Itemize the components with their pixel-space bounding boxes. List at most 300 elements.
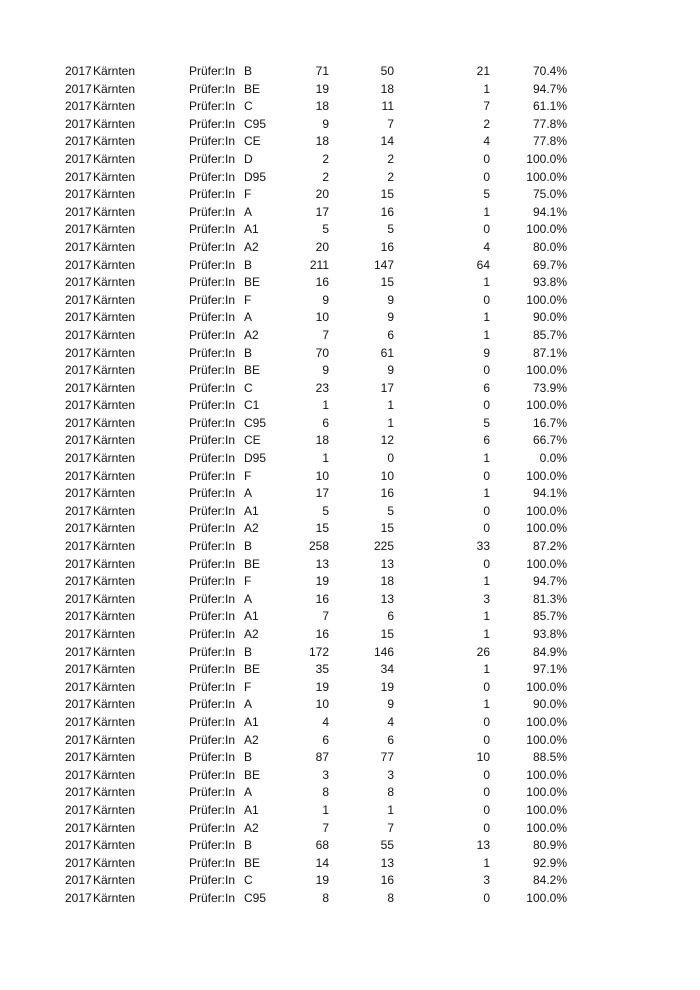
year-cell: 2017: [65, 275, 92, 290]
passed-cell: 225: [373, 539, 394, 554]
passed-cell: 15: [380, 275, 394, 290]
total-cell: 10: [315, 310, 329, 325]
failed-cell: 21: [476, 64, 490, 78]
region-cell: Kärnten: [93, 890, 136, 905]
pass-rate-cell: 87.2%: [532, 539, 567, 554]
region-cell: Kärnten: [93, 855, 136, 870]
role-cell: Prüfer:In: [189, 732, 236, 747]
category-cell: A1: [244, 714, 259, 729]
year-cell: 2017: [65, 222, 92, 237]
region-cell: Kärnten: [93, 187, 136, 202]
category-cell: A: [244, 486, 253, 501]
region-cell: Kärnten: [93, 873, 136, 888]
region-cell: Kärnten: [93, 134, 136, 149]
region-cell: Kärnten: [93, 222, 136, 237]
table-row: [0, 679, 700, 697]
year-cell: 2017: [65, 644, 92, 659]
failed-cell: 0: [483, 363, 490, 378]
role-cell: Prüfer:In: [189, 838, 236, 853]
table-row: [0, 468, 700, 486]
region-cell: Kärnten: [93, 644, 136, 659]
passed-cell: 34: [380, 662, 394, 677]
table-row: [0, 820, 700, 838]
region-cell: Kärnten: [93, 609, 136, 624]
category-cell: A2: [244, 627, 259, 641]
category-cell: BE: [244, 662, 261, 677]
category-cell: C: [244, 380, 253, 395]
passed-cell: 50: [380, 64, 394, 78]
category-cell: B: [244, 345, 253, 360]
table-row: [0, 784, 700, 802]
failed-cell: 1: [483, 81, 490, 96]
failed-cell: 10: [476, 750, 490, 765]
category-cell: A1: [244, 222, 259, 237]
total-cell: 18: [315, 433, 329, 448]
passed-cell: 18: [380, 81, 394, 96]
role-cell: Prüfer:In: [189, 345, 236, 360]
total-cell: 16: [315, 275, 329, 290]
year-cell: 2017: [65, 838, 92, 853]
total-cell: 8: [322, 890, 329, 905]
table-row: [0, 151, 700, 169]
role-cell: Prüfer:In: [189, 468, 236, 483]
failed-cell: 0: [483, 679, 490, 694]
total-cell: 19: [315, 81, 329, 96]
year-cell: 2017: [65, 785, 92, 800]
total-cell: 211: [309, 257, 329, 272]
pass-rate-cell: 100.0%: [526, 767, 567, 782]
role-cell: Prüfer:In: [189, 609, 236, 624]
total-cell: 17: [315, 204, 329, 219]
category-cell: F: [244, 187, 252, 202]
table-row: [0, 133, 700, 151]
table-row: [0, 239, 700, 257]
total-cell: 17: [315, 486, 329, 501]
role-cell: Prüfer:In: [189, 767, 236, 782]
passed-cell: 6: [387, 609, 394, 624]
table-row: [0, 204, 700, 222]
total-cell: 16: [315, 627, 329, 641]
pass-rate-cell: 85.7%: [532, 327, 567, 342]
year-cell: 2017: [65, 64, 92, 78]
total-cell: 258: [308, 539, 329, 554]
total-cell: 18: [315, 134, 329, 149]
role-cell: Prüfer:In: [189, 380, 236, 395]
passed-cell: 1: [387, 415, 394, 430]
role-cell: Prüfer:In: [189, 64, 236, 78]
category-cell: B: [244, 64, 253, 78]
passed-cell: 6: [387, 732, 394, 747]
role-cell: Prüfer:In: [189, 169, 236, 184]
pass-rate-cell: 100.0%: [526, 820, 567, 835]
table-row: [0, 520, 700, 538]
role-cell: Prüfer:In: [189, 398, 236, 413]
year-cell: 2017: [65, 486, 92, 501]
region-cell: Kärnten: [93, 81, 136, 96]
year-cell: 2017: [65, 363, 92, 378]
failed-cell: 0: [483, 767, 490, 782]
table-row: [0, 362, 700, 380]
category-cell: A: [244, 785, 253, 800]
failed-cell: 2: [483, 116, 490, 131]
passed-cell: 146: [373, 644, 394, 659]
role-cell: Prüfer:In: [189, 820, 236, 835]
table-row: [0, 98, 700, 116]
category-cell: C95: [244, 116, 267, 131]
passed-cell: 11: [381, 99, 394, 114]
total-cell: 6: [322, 415, 329, 430]
passed-cell: 8: [387, 890, 394, 905]
failed-cell: 5: [483, 415, 490, 430]
passed-cell: 10: [380, 468, 394, 483]
failed-cell: 1: [483, 609, 490, 624]
year-cell: 2017: [65, 292, 92, 307]
region-cell: Kärnten: [93, 380, 136, 395]
category-cell: F: [244, 468, 252, 483]
table-row: [0, 397, 700, 415]
passed-cell: 18: [380, 574, 394, 589]
category-cell: F: [244, 292, 252, 307]
category-cell: A: [244, 204, 253, 219]
role-cell: Prüfer:In: [189, 310, 236, 325]
role-cell: Prüfer:In: [189, 802, 236, 817]
failed-cell: 0: [483, 169, 490, 184]
table-row: [0, 81, 700, 99]
role-cell: Prüfer:In: [189, 697, 236, 712]
region-cell: Kärnten: [93, 257, 136, 272]
table-row: [0, 837, 700, 855]
passed-cell: 17: [380, 380, 394, 395]
pass-rate-cell: 93.8%: [532, 627, 567, 641]
role-cell: Prüfer:In: [189, 99, 236, 114]
category-cell: CE: [244, 134, 261, 149]
failed-cell: 6: [483, 433, 490, 448]
year-cell: 2017: [65, 855, 92, 870]
pass-rate-cell: 73.9%: [532, 380, 567, 395]
table-row: [0, 890, 700, 908]
role-cell: Prüfer:In: [189, 134, 236, 149]
passed-cell: 9: [387, 363, 394, 378]
role-cell: Prüfer:In: [189, 556, 236, 571]
year-cell: 2017: [65, 327, 92, 342]
pass-rate-cell: 94.1%: [532, 486, 567, 501]
category-cell: A: [244, 591, 253, 606]
region-cell: Kärnten: [93, 292, 136, 307]
role-cell: Prüfer:In: [189, 257, 236, 272]
category-cell: A1: [244, 503, 259, 518]
year-cell: 2017: [65, 591, 92, 606]
category-cell: B: [244, 644, 253, 659]
role-cell: Prüfer:In: [189, 644, 236, 659]
category-cell: B: [244, 750, 253, 765]
passed-cell: 9: [387, 697, 394, 712]
year-cell: 2017: [65, 539, 92, 554]
total-cell: 5: [322, 222, 329, 237]
category-cell: A2: [244, 732, 259, 747]
year-cell: 2017: [65, 204, 92, 219]
year-cell: 2017: [65, 802, 92, 817]
region-cell: Kärnten: [93, 486, 136, 501]
passed-cell: 3: [387, 767, 394, 782]
region-cell: Kärnten: [93, 802, 136, 817]
region-cell: Kärnten: [93, 64, 136, 78]
total-cell: 4: [322, 714, 329, 729]
year-cell: 2017: [65, 99, 92, 114]
total-cell: 6: [322, 732, 329, 747]
pass-rate-cell: 100.0%: [526, 679, 567, 694]
pass-rate-cell: 61.1%: [532, 99, 567, 114]
passed-cell: 15: [380, 521, 394, 536]
pass-rate-cell: 84.2%: [532, 873, 567, 888]
region-cell: Kärnten: [93, 697, 136, 712]
passed-cell: 12: [380, 433, 394, 448]
passed-cell: 55: [380, 838, 394, 853]
category-cell: B: [244, 539, 253, 554]
pass-rate-cell: 87.1%: [532, 345, 567, 360]
failed-cell: 1: [483, 574, 490, 589]
region-cell: Kärnten: [93, 714, 136, 729]
role-cell: Prüfer:In: [189, 81, 236, 96]
total-cell: 18: [315, 99, 329, 114]
year-cell: 2017: [65, 398, 92, 413]
role-cell: Prüfer:In: [189, 116, 236, 131]
region-cell: Kärnten: [93, 398, 136, 413]
year-cell: 2017: [65, 116, 92, 131]
total-cell: 15: [315, 521, 329, 536]
year-cell: 2017: [65, 627, 92, 641]
role-cell: Prüfer:In: [189, 679, 236, 694]
year-cell: 2017: [65, 239, 92, 254]
pass-rate-cell: 93.8%: [532, 275, 567, 290]
total-cell: 14: [315, 855, 329, 870]
category-cell: BE: [244, 556, 261, 571]
region-cell: Kärnten: [93, 556, 136, 571]
pass-rate-cell: 94.7%: [532, 81, 567, 96]
role-cell: Prüfer:In: [189, 503, 236, 518]
category-cell: C95: [244, 890, 267, 905]
region-cell: Kärnten: [93, 591, 136, 606]
region-cell: Kärnten: [93, 345, 136, 360]
pass-rate-cell: 90.0%: [532, 310, 567, 325]
failed-cell: 5: [483, 187, 490, 202]
region-cell: Kärnten: [93, 838, 136, 853]
failed-cell: 7: [483, 99, 490, 114]
region-cell: Kärnten: [93, 151, 136, 166]
role-cell: Prüfer:In: [189, 292, 236, 307]
failed-cell: 4: [483, 134, 490, 149]
failed-cell: 13: [476, 838, 490, 853]
role-cell: Prüfer:In: [189, 275, 236, 290]
failed-cell: 4: [483, 239, 490, 254]
category-cell: D95: [244, 169, 267, 184]
passed-cell: 14: [380, 134, 394, 149]
pass-rate-cell: 100.0%: [526, 169, 567, 184]
category-cell: C95: [244, 415, 267, 430]
passed-cell: 77: [380, 750, 394, 765]
year-cell: 2017: [65, 662, 92, 677]
pass-rate-cell: 77.8%: [532, 134, 567, 149]
table-row: [0, 485, 700, 503]
total-cell: 9: [322, 292, 329, 307]
region-cell: Kärnten: [93, 275, 136, 290]
passed-cell: 13: [380, 591, 394, 606]
year-cell: 2017: [65, 169, 92, 184]
year-cell: 2017: [65, 609, 92, 624]
total-cell: 9: [322, 363, 329, 378]
passed-cell: 13: [380, 556, 394, 571]
category-cell: F: [244, 574, 252, 589]
table-row: [0, 292, 700, 310]
table-row: [0, 380, 700, 398]
failed-cell: 0: [483, 556, 490, 571]
year-cell: 2017: [65, 521, 92, 536]
pass-rate-cell: 97.1%: [532, 662, 567, 677]
role-cell: Prüfer:In: [189, 239, 236, 254]
total-cell: 1: [322, 398, 329, 413]
year-cell: 2017: [65, 151, 92, 166]
role-cell: Prüfer:In: [189, 714, 236, 729]
region-cell: Kärnten: [93, 327, 136, 342]
failed-cell: 1: [483, 451, 490, 466]
category-cell: BE: [244, 363, 261, 378]
year-cell: 2017: [65, 380, 92, 395]
region-cell: Kärnten: [93, 662, 136, 677]
region-cell: Kärnten: [93, 750, 136, 765]
table-row: [0, 432, 700, 450]
table-row: [0, 767, 700, 785]
failed-cell: 0: [483, 222, 490, 237]
passed-cell: 6: [387, 327, 394, 342]
passed-cell: 0: [387, 451, 394, 466]
passed-cell: 15: [380, 187, 394, 202]
pass-rate-cell: 100.0%: [526, 398, 567, 413]
total-cell: 23: [315, 380, 329, 395]
year-cell: 2017: [65, 679, 92, 694]
region-cell: Kärnten: [93, 415, 136, 430]
pass-rate-cell: 100.0%: [526, 468, 567, 483]
table-row: [0, 855, 700, 873]
category-cell: C: [244, 99, 253, 114]
failed-cell: 3: [483, 591, 490, 606]
table-row: [0, 661, 700, 679]
failed-cell: 1: [483, 486, 490, 501]
year-cell: 2017: [65, 468, 92, 483]
pass-rate-cell: 90.0%: [532, 697, 567, 712]
table-row: [0, 696, 700, 714]
pass-rate-cell: 69.7%: [532, 257, 567, 272]
pass-rate-cell: 100.0%: [526, 151, 567, 166]
region-cell: Kärnten: [93, 627, 136, 641]
category-cell: C1: [244, 398, 260, 413]
region-cell: Kärnten: [93, 503, 136, 518]
failed-cell: 1: [483, 275, 490, 290]
region-cell: Kärnten: [93, 239, 136, 254]
total-cell: 70: [315, 345, 329, 360]
total-cell: 5: [322, 503, 329, 518]
table-row: [0, 749, 700, 767]
pass-rate-cell: 70.4%: [532, 64, 567, 78]
total-cell: 87: [315, 750, 329, 765]
total-cell: 9: [322, 116, 329, 131]
role-cell: Prüfer:In: [189, 204, 236, 219]
region-cell: Kärnten: [93, 785, 136, 800]
role-cell: Prüfer:In: [189, 785, 236, 800]
table-row: [0, 556, 700, 574]
year-cell: 2017: [65, 310, 92, 325]
category-cell: D: [244, 151, 253, 166]
passed-cell: 5: [387, 503, 394, 518]
passed-cell: 7: [387, 116, 394, 131]
region-cell: Kärnten: [93, 468, 136, 483]
region-cell: Kärnten: [93, 204, 136, 219]
table-row: [0, 345, 700, 363]
pass-rate-cell: 100.0%: [526, 292, 567, 307]
category-cell: A1: [244, 802, 259, 817]
table-row: [0, 626, 700, 644]
category-cell: D95: [244, 451, 267, 466]
total-cell: 19: [315, 574, 329, 589]
role-cell: Prüfer:In: [189, 662, 236, 677]
pass-rate-cell: 94.7%: [532, 574, 567, 589]
role-cell: Prüfer:In: [189, 873, 236, 888]
total-cell: 16: [315, 591, 329, 606]
pass-rate-cell: 88.5%: [532, 750, 567, 765]
pass-rate-cell: 94.1%: [532, 204, 567, 219]
table-row: [0, 327, 700, 345]
total-cell: 35: [315, 662, 329, 677]
failed-cell: 1: [483, 204, 490, 219]
passed-cell: 1: [387, 398, 394, 413]
failed-cell: 1: [483, 310, 490, 325]
failed-cell: 64: [476, 257, 490, 272]
category-cell: B: [244, 838, 253, 853]
failed-cell: 0: [483, 521, 490, 536]
table-row: [0, 116, 700, 134]
failed-cell: 1: [483, 327, 490, 342]
category-cell: B: [244, 257, 253, 272]
category-cell: A2: [244, 327, 259, 342]
total-cell: 68: [315, 838, 329, 853]
year-cell: 2017: [65, 697, 92, 712]
data-table: [0, 63, 700, 908]
failed-cell: 6: [483, 380, 490, 395]
category-cell: BE: [244, 275, 261, 290]
category-cell: A2: [244, 521, 259, 536]
table-row: [0, 503, 700, 521]
region-cell: Kärnten: [93, 99, 136, 114]
table-row: [0, 274, 700, 292]
role-cell: Prüfer:In: [189, 591, 236, 606]
total-cell: 7: [322, 820, 329, 835]
year-cell: 2017: [65, 503, 92, 518]
category-cell: BE: [244, 855, 261, 870]
pass-rate-cell: 100.0%: [526, 556, 567, 571]
pass-rate-cell: 77.8%: [532, 116, 567, 131]
role-cell: Prüfer:In: [189, 363, 236, 378]
year-cell: 2017: [65, 556, 92, 571]
role-cell: Prüfer:In: [189, 151, 236, 166]
category-cell: C: [244, 873, 253, 888]
table-row: [0, 872, 700, 890]
category-cell: A1: [244, 609, 259, 624]
role-cell: Prüfer:In: [189, 415, 236, 430]
failed-cell: 9: [483, 345, 490, 360]
failed-cell: 33: [476, 539, 490, 554]
total-cell: 1: [322, 802, 329, 817]
failed-cell: 3: [483, 873, 490, 888]
region-cell: Kärnten: [93, 574, 136, 589]
total-cell: 19: [315, 679, 329, 694]
